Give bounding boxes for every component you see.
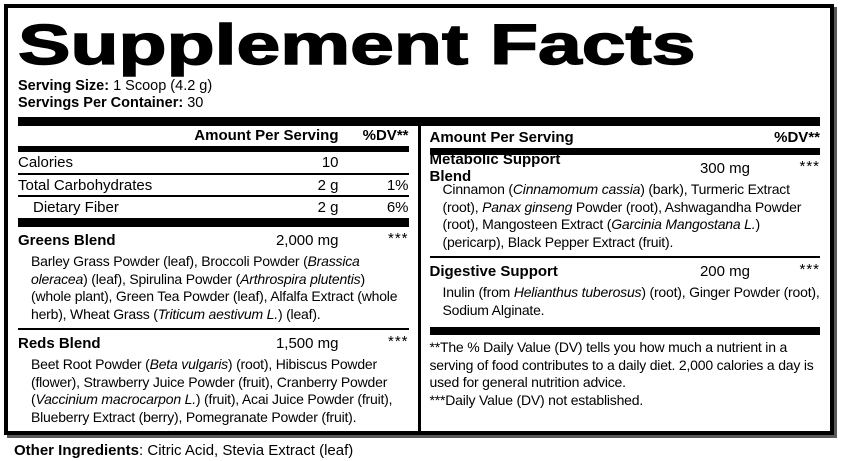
blend-name: Digestive Support [429,262,558,280]
blend-amount: 200 mg [699,262,750,280]
section-divider-bar [18,117,820,126]
blend-header [18,227,409,252]
other-ingredients-label: Other Ingredients [14,442,140,459]
column-left [18,126,421,431]
metabolic-support-blend-section [429,151,821,256]
column-left-header [18,126,409,146]
amount-per-serving-header: Amount Per Serving [194,127,339,145]
serving-size-label: Serving Size: [18,78,110,94]
other-ingredients-line [14,442,353,460]
blend-name: Metabolic Support Blend [429,151,561,185]
greens-blend-section [18,227,409,328]
digestive-support-section [430,258,821,324]
nutrient-name: Total Carbohydrates [18,176,153,194]
dietary-fiber-row [18,197,409,220]
calories-row [18,152,409,175]
panel-title: Supplement Facts [18,12,696,77]
blend-ingredients: Cinnamon (Cinnamomum cassia) (bark), Turmeric Extract (root), Panax ginseng Powder (root), Ashwagandha Powder (root), Mangosteen Extract (Garcinia Mangostana L.) (pericarp), Black Pepper Extract (fruit). [442,181,802,250]
total-carbohydrates-row [18,175,409,198]
blend-header [429,151,821,185]
blend-header [18,330,409,355]
blend-ingredients: Inulin (from Helianthus tuberosus) (root), Ginger Powder (root), Sodium Alginate. [442,284,820,318]
nutrient-amount: 2 g [317,176,339,194]
other-ingredients-value: : Citric Acid, Stevia Extract (leaf) [139,442,354,459]
blend-amount: 1,500 mg [275,334,339,352]
amount-per-serving-header: Amount Per Serving [429,128,574,146]
blend-name: Greens Blend [18,231,116,249]
column-right [421,126,821,431]
nutrient-dv: 6% [386,199,409,217]
blend-ingredients: Beet Root Powder (Beta vulgaris) (root), Hibiscus Powder (flower), Strawberry Juice Powder (fruit), Cranberry Powder (Vaccinium macrocarpon L.) (fruit), Acai Juice Powder (fruit), Blueberry Extract (berry), Pomegranate Powder (fruit). [31,356,393,425]
blend-amount: 300 mg [699,159,750,177]
nutrient-name: Dietary Fiber [33,199,119,217]
blend-amount: 2,000 mg [275,231,339,249]
nutrient-amount: 2 g [317,199,339,217]
blend-dv: *** [387,230,409,248]
percent-dv-header: %DV** [774,128,820,146]
servings-per-container-line [18,95,820,112]
footnote-dv-definition: **The % Daily Value (DV) tells you how much a nutrient in a serving of food contributes to a daily diet. 2,000 calories a day is used for general nutrition advice. [429,339,814,390]
servings-per-container-label: Servings Per Container: [18,95,184,111]
nutrient-amount: 10 [321,153,339,171]
supplement-facts-panel [4,4,834,435]
blend-divider-bar [18,220,409,227]
panel-title-row [18,12,820,78]
blend-name: Reds Blend [18,334,101,352]
serving-size-value: 1 Scoop (4.2 g) [113,78,213,94]
blend-dv: *** [799,158,820,175]
percent-dv-header: %DV** [362,127,409,145]
blend-dv: *** [799,261,820,278]
servings-per-container-value: 30 [187,95,204,111]
footnotes [430,335,821,409]
footnote-divider-bar [430,327,821,335]
serving-size-line [18,78,820,95]
column-right-header [430,126,821,148]
facts-columns [18,126,820,431]
blend-dv: *** [387,333,409,350]
nutrient-dv: 1% [386,176,409,194]
blend-ingredients: Barley Grass Powder (leaf), Broccoli Powder (Brassica oleracea) (leaf), Spirulina Powder (Arthrospira plutentis) (whole plant), Green Tea Powder (leaf), Alfalfa Extract (whole herb), Wheat Grass (Triticum aestivum L.) (leaf). [31,253,398,322]
footnote-dv-not-established: ***Daily Value (DV) not established. [429,391,644,408]
nutrient-name: Calories [18,153,74,171]
reds-blend-section [18,330,409,431]
blend-header [430,258,821,283]
